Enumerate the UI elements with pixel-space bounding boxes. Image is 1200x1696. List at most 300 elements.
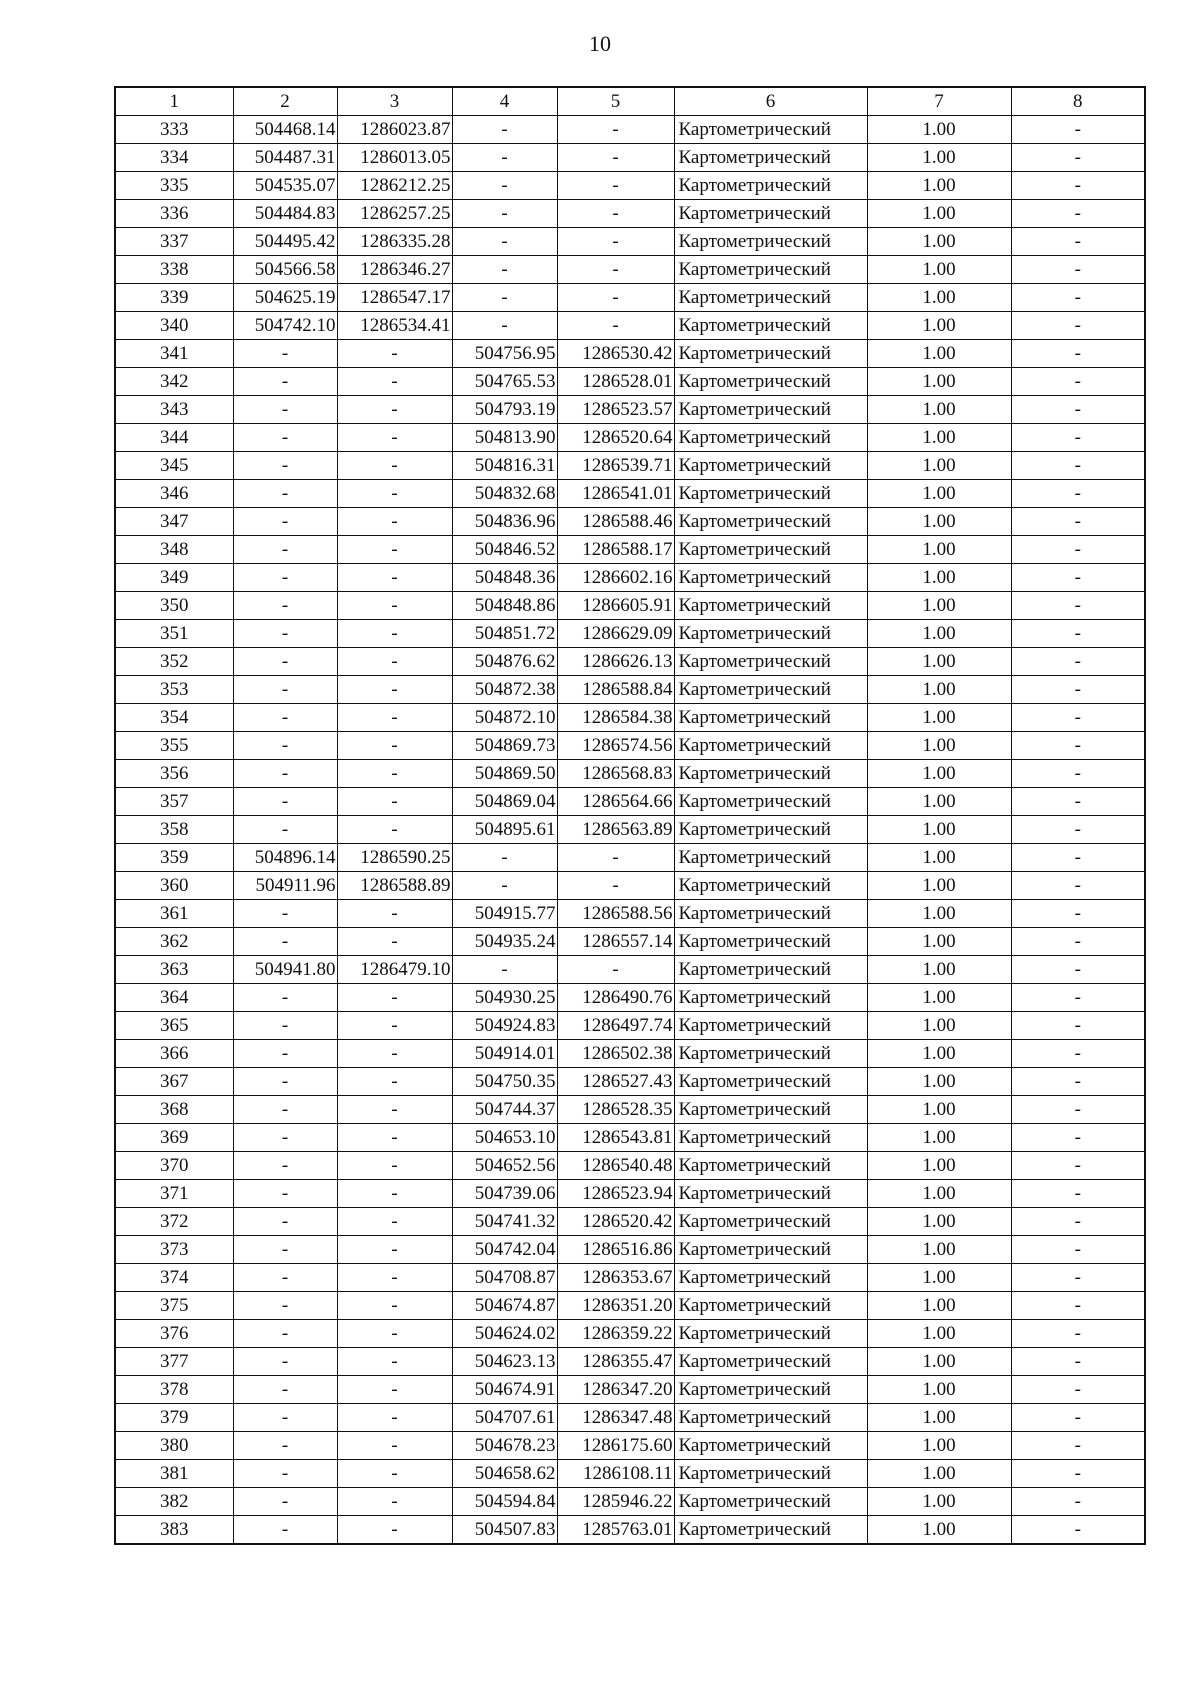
note-cell: - [1011, 928, 1145, 956]
x-cell: - [233, 1264, 337, 1292]
table-row [115, 732, 1145, 760]
point-number-cell: 334 [115, 144, 233, 172]
accuracy-cell: 1.00 [867, 172, 1011, 200]
point-number-cell: 351 [115, 620, 233, 648]
point-number-cell: 364 [115, 984, 233, 1012]
note-cell: - [1011, 984, 1145, 1012]
page-number: 10 [589, 31, 611, 56]
column-header: 3 [337, 87, 452, 116]
y-new-cell: 1286497.74 [557, 1012, 674, 1040]
point-number-cell: 350 [115, 592, 233, 620]
note-cell: - [1011, 1208, 1145, 1236]
point-number-cell: 338 [115, 256, 233, 284]
table-row [115, 1516, 1145, 1545]
note-cell: - [1011, 956, 1145, 984]
x-cell: 504941.80 [233, 956, 337, 984]
y-new-cell: - [557, 116, 674, 144]
accuracy-cell: 1.00 [867, 1292, 1011, 1320]
table-row [115, 284, 1145, 312]
y-cell: - [337, 760, 452, 788]
y-cell: 1286346.27 [337, 256, 452, 284]
note-cell: - [1011, 1460, 1145, 1488]
x-new-cell: 504674.87 [452, 1292, 557, 1320]
y-cell: 1286013.05 [337, 144, 452, 172]
note-cell: - [1011, 508, 1145, 536]
table-row [115, 1488, 1145, 1516]
note-cell: - [1011, 480, 1145, 508]
point-number-cell: 336 [115, 200, 233, 228]
x-cell: - [233, 1488, 337, 1516]
y-cell: - [337, 1124, 452, 1152]
method-cell: Картометрический [674, 1180, 867, 1208]
x-cell: - [233, 620, 337, 648]
x-cell: - [233, 816, 337, 844]
x-cell: 504742.10 [233, 312, 337, 340]
x-new-cell: 504624.02 [452, 1320, 557, 1348]
note-cell: - [1011, 1432, 1145, 1460]
table-row [115, 1012, 1145, 1040]
table-row [115, 900, 1145, 928]
x-new-cell: - [452, 256, 557, 284]
accuracy-cell: 1.00 [867, 1376, 1011, 1404]
y-new-cell: 1286520.64 [557, 424, 674, 452]
accuracy-cell: 1.00 [867, 452, 1011, 480]
y-cell: - [337, 1096, 452, 1124]
y-cell: - [337, 984, 452, 1012]
x-cell: 504535.07 [233, 172, 337, 200]
table-row [115, 1208, 1145, 1236]
method-cell: Картометрический [674, 256, 867, 284]
x-new-cell: 504895.61 [452, 816, 557, 844]
x-cell: - [233, 564, 337, 592]
y-new-cell: 1286353.67 [557, 1264, 674, 1292]
method-cell: Картометрический [674, 1208, 867, 1236]
table-row [115, 172, 1145, 200]
table-row [115, 1152, 1145, 1180]
accuracy-cell: 1.00 [867, 144, 1011, 172]
column-header: 6 [674, 87, 867, 116]
accuracy-cell: 1.00 [867, 536, 1011, 564]
y-new-cell: 1286528.01 [557, 368, 674, 396]
note-cell: - [1011, 676, 1145, 704]
point-number-cell: 356 [115, 760, 233, 788]
accuracy-cell: 1.00 [867, 1124, 1011, 1152]
x-new-cell: 504869.50 [452, 760, 557, 788]
table-row [115, 928, 1145, 956]
x-cell: - [233, 760, 337, 788]
x-cell: - [233, 536, 337, 564]
point-number-cell: 368 [115, 1096, 233, 1124]
x-cell: - [233, 676, 337, 704]
y-cell: - [337, 368, 452, 396]
table-body [115, 116, 1145, 1545]
table-row [115, 536, 1145, 564]
column-header: 4 [452, 87, 557, 116]
x-cell: 504495.42 [233, 228, 337, 256]
x-new-cell: - [452, 200, 557, 228]
method-cell: Картометрический [674, 452, 867, 480]
x-cell: - [233, 1180, 337, 1208]
accuracy-cell: 1.00 [867, 200, 1011, 228]
y-cell: - [337, 816, 452, 844]
note-cell: - [1011, 368, 1145, 396]
method-cell: Картометрический [674, 900, 867, 928]
method-cell: Картометрический [674, 1292, 867, 1320]
note-cell: - [1011, 1264, 1145, 1292]
method-cell: Картометрический [674, 1124, 867, 1152]
y-new-cell: 1285763.01 [557, 1516, 674, 1545]
note-cell: - [1011, 564, 1145, 592]
y-new-cell: - [557, 228, 674, 256]
accuracy-cell: 1.00 [867, 704, 1011, 732]
method-cell: Картометрический [674, 1432, 867, 1460]
point-number-cell: 344 [115, 424, 233, 452]
point-number-cell: 341 [115, 340, 233, 368]
x-new-cell: - [452, 144, 557, 172]
note-cell: - [1011, 144, 1145, 172]
accuracy-cell: 1.00 [867, 984, 1011, 1012]
table-row [115, 256, 1145, 284]
note-cell: - [1011, 900, 1145, 928]
point-number-cell: 383 [115, 1516, 233, 1545]
table-row [115, 956, 1145, 984]
table-row [115, 592, 1145, 620]
y-new-cell: 1286108.11 [557, 1460, 674, 1488]
point-number-cell: 370 [115, 1152, 233, 1180]
accuracy-cell: 1.00 [867, 900, 1011, 928]
accuracy-cell: 1.00 [867, 564, 1011, 592]
y-new-cell: 1286516.86 [557, 1236, 674, 1264]
point-number-cell: 340 [115, 312, 233, 340]
table-row [115, 1236, 1145, 1264]
y-new-cell: 1286502.38 [557, 1040, 674, 1068]
x-new-cell: 504707.61 [452, 1404, 557, 1432]
x-cell: - [233, 1292, 337, 1320]
accuracy-cell: 1.00 [867, 620, 1011, 648]
table-row [115, 480, 1145, 508]
y-cell: - [337, 676, 452, 704]
method-cell: Картометрический [674, 1096, 867, 1124]
method-cell: Картометрический [674, 1460, 867, 1488]
point-number-cell: 367 [115, 1068, 233, 1096]
method-cell: Картометрический [674, 788, 867, 816]
y-new-cell: 1286574.56 [557, 732, 674, 760]
method-cell: Картометрический [674, 368, 867, 396]
method-cell: Картометрический [674, 1236, 867, 1264]
note-cell: - [1011, 1096, 1145, 1124]
point-number-cell: 348 [115, 536, 233, 564]
note-cell: - [1011, 172, 1145, 200]
y-new-cell: 1286626.13 [557, 648, 674, 676]
note-cell: - [1011, 1152, 1145, 1180]
y-new-cell: 1286347.20 [557, 1376, 674, 1404]
method-cell: Картометрический [674, 396, 867, 424]
point-number-cell: 371 [115, 1180, 233, 1208]
method-cell: Картометрический [674, 872, 867, 900]
x-cell: - [233, 1404, 337, 1432]
y-cell: - [337, 536, 452, 564]
method-cell: Картометрический [674, 928, 867, 956]
table-row [115, 872, 1145, 900]
y-new-cell: 1286588.46 [557, 508, 674, 536]
y-cell: - [337, 648, 452, 676]
y-cell: 1286590.25 [337, 844, 452, 872]
y-cell: 1286534.41 [337, 312, 452, 340]
point-number-cell: 382 [115, 1488, 233, 1516]
point-number-cell: 375 [115, 1292, 233, 1320]
x-cell: - [233, 648, 337, 676]
y-new-cell: 1286568.83 [557, 760, 674, 788]
point-number-cell: 357 [115, 788, 233, 816]
x-cell: - [233, 424, 337, 452]
point-number-cell: 342 [115, 368, 233, 396]
x-new-cell: 504793.19 [452, 396, 557, 424]
y-cell: - [337, 452, 452, 480]
point-number-cell: 359 [115, 844, 233, 872]
point-number-cell: 372 [115, 1208, 233, 1236]
x-new-cell: 504851.72 [452, 620, 557, 648]
point-number-cell: 354 [115, 704, 233, 732]
point-number-cell: 355 [115, 732, 233, 760]
y-cell: 1286023.87 [337, 116, 452, 144]
note-cell: - [1011, 312, 1145, 340]
accuracy-cell: 1.00 [867, 788, 1011, 816]
table-row [115, 424, 1145, 452]
x-new-cell: - [452, 172, 557, 200]
method-cell: Картометрический [674, 1348, 867, 1376]
x-cell: - [233, 1376, 337, 1404]
method-cell: Картометрический [674, 984, 867, 1012]
y-cell: - [337, 732, 452, 760]
x-new-cell: - [452, 312, 557, 340]
note-cell: - [1011, 200, 1145, 228]
point-number-cell: 333 [115, 116, 233, 144]
method-cell: Картометрический [674, 312, 867, 340]
column-header: 8 [1011, 87, 1145, 116]
accuracy-cell: 1.00 [867, 1180, 1011, 1208]
accuracy-cell: 1.00 [867, 256, 1011, 284]
y-new-cell: 1286543.81 [557, 1124, 674, 1152]
note-cell: - [1011, 1488, 1145, 1516]
y-cell: - [337, 1404, 452, 1432]
table-row [115, 1348, 1145, 1376]
x-new-cell: - [452, 872, 557, 900]
note-cell: - [1011, 1180, 1145, 1208]
y-new-cell: 1286539.71 [557, 452, 674, 480]
x-new-cell: 504869.73 [452, 732, 557, 760]
x-cell: - [233, 1432, 337, 1460]
y-cell: - [337, 1236, 452, 1264]
y-cell: - [337, 620, 452, 648]
accuracy-cell: 1.00 [867, 116, 1011, 144]
accuracy-cell: 1.00 [867, 872, 1011, 900]
y-new-cell: 1286605.91 [557, 592, 674, 620]
x-cell: - [233, 1096, 337, 1124]
x-new-cell: 504708.87 [452, 1264, 557, 1292]
accuracy-cell: 1.00 [867, 732, 1011, 760]
x-cell: - [233, 368, 337, 396]
table-row [115, 1124, 1145, 1152]
x-new-cell: 504623.13 [452, 1348, 557, 1376]
note-cell: - [1011, 1068, 1145, 1096]
y-new-cell: 1286588.56 [557, 900, 674, 928]
x-new-cell: 504869.04 [452, 788, 557, 816]
y-new-cell: - [557, 872, 674, 900]
point-number-cell: 362 [115, 928, 233, 956]
y-cell: - [337, 1040, 452, 1068]
method-cell: Картометрический [674, 1012, 867, 1040]
column-header: 5 [557, 87, 674, 116]
x-cell: - [233, 732, 337, 760]
x-new-cell: 504816.31 [452, 452, 557, 480]
x-new-cell: 504744.37 [452, 1096, 557, 1124]
y-cell: - [337, 592, 452, 620]
x-cell: 504625.19 [233, 284, 337, 312]
y-new-cell: 1286520.42 [557, 1208, 674, 1236]
y-cell: 1286479.10 [337, 956, 452, 984]
y-cell: - [337, 424, 452, 452]
x-new-cell: - [452, 228, 557, 256]
accuracy-cell: 1.00 [867, 816, 1011, 844]
note-cell: - [1011, 704, 1145, 732]
x-cell: - [233, 1152, 337, 1180]
x-cell: - [233, 788, 337, 816]
method-cell: Картометрический [674, 1376, 867, 1404]
y-new-cell: 1286527.43 [557, 1068, 674, 1096]
x-new-cell: - [452, 116, 557, 144]
y-cell: - [337, 564, 452, 592]
x-new-cell: 504848.36 [452, 564, 557, 592]
table-row [115, 1068, 1145, 1096]
method-cell: Картометрический [674, 1264, 867, 1292]
method-cell: Картометрический [674, 116, 867, 144]
note-cell: - [1011, 844, 1145, 872]
x-new-cell: - [452, 956, 557, 984]
table-row [115, 340, 1145, 368]
y-new-cell: 1286564.66 [557, 788, 674, 816]
table-row [115, 816, 1145, 844]
y-cell: 1286547.17 [337, 284, 452, 312]
x-cell: 504896.14 [233, 844, 337, 872]
x-new-cell: 504924.83 [452, 1012, 557, 1040]
point-number-cell: 381 [115, 1460, 233, 1488]
method-cell: Картометрический [674, 648, 867, 676]
method-cell: Картометрический [674, 480, 867, 508]
point-number-cell: 376 [115, 1320, 233, 1348]
point-number-cell: 380 [115, 1432, 233, 1460]
x-cell: - [233, 1012, 337, 1040]
x-cell: - [233, 1208, 337, 1236]
y-new-cell: - [557, 844, 674, 872]
table-row [115, 760, 1145, 788]
table-header-row [115, 87, 1145, 116]
method-cell: Картометрический [674, 592, 867, 620]
table-row [115, 564, 1145, 592]
table-row [115, 620, 1145, 648]
accuracy-cell: 1.00 [867, 1152, 1011, 1180]
accuracy-cell: 1.00 [867, 1488, 1011, 1516]
table-row [115, 1180, 1145, 1208]
note-cell: - [1011, 1348, 1145, 1376]
y-cell: - [337, 1264, 452, 1292]
x-new-cell: 504739.06 [452, 1180, 557, 1208]
method-cell: Картометрический [674, 1152, 867, 1180]
x-cell: - [233, 704, 337, 732]
y-cell: - [337, 1348, 452, 1376]
x-new-cell: 504594.84 [452, 1488, 557, 1516]
method-cell: Картометрический [674, 144, 867, 172]
y-new-cell: - [557, 284, 674, 312]
method-cell: Картометрический [674, 1068, 867, 1096]
x-cell: - [233, 480, 337, 508]
y-cell: - [337, 1460, 452, 1488]
y-cell: - [337, 788, 452, 816]
y-cell: - [337, 928, 452, 956]
accuracy-cell: 1.00 [867, 1348, 1011, 1376]
method-cell: Картометрический [674, 844, 867, 872]
note-cell: - [1011, 1376, 1145, 1404]
table-row [115, 1264, 1145, 1292]
y-cell: - [337, 1320, 452, 1348]
y-new-cell: 1286175.60 [557, 1432, 674, 1460]
method-cell: Картометрический [674, 732, 867, 760]
accuracy-cell: 1.00 [867, 1068, 1011, 1096]
y-new-cell: 1286528.35 [557, 1096, 674, 1124]
point-number-cell: 363 [115, 956, 233, 984]
x-new-cell: 504658.62 [452, 1460, 557, 1488]
y-cell: - [337, 508, 452, 536]
method-cell: Картометрический [674, 760, 867, 788]
point-number-cell: 379 [115, 1404, 233, 1432]
table-row [115, 984, 1145, 1012]
note-cell: - [1011, 1236, 1145, 1264]
note-cell: - [1011, 1124, 1145, 1152]
y-cell: - [337, 340, 452, 368]
y-new-cell: 1286541.01 [557, 480, 674, 508]
y-new-cell: 1286359.22 [557, 1320, 674, 1348]
table-row [115, 396, 1145, 424]
accuracy-cell: 1.00 [867, 956, 1011, 984]
x-new-cell: 504756.95 [452, 340, 557, 368]
x-new-cell: 504742.04 [452, 1236, 557, 1264]
method-cell: Картометрический [674, 956, 867, 984]
y-cell: - [337, 1432, 452, 1460]
point-number-cell: 343 [115, 396, 233, 424]
y-cell: - [337, 1012, 452, 1040]
x-new-cell: 504813.90 [452, 424, 557, 452]
point-number-cell: 345 [115, 452, 233, 480]
note-cell: - [1011, 760, 1145, 788]
accuracy-cell: 1.00 [867, 1460, 1011, 1488]
y-new-cell: 1286588.17 [557, 536, 674, 564]
note-cell: - [1011, 256, 1145, 284]
table-row [115, 144, 1145, 172]
method-cell: Картометрический [674, 228, 867, 256]
x-new-cell: - [452, 284, 557, 312]
x-cell: - [233, 508, 337, 536]
point-number-cell: 346 [115, 480, 233, 508]
table-row [115, 1320, 1145, 1348]
x-cell: - [233, 396, 337, 424]
x-new-cell: 504741.32 [452, 1208, 557, 1236]
y-cell: - [337, 396, 452, 424]
x-cell: - [233, 984, 337, 1012]
point-number-cell: 366 [115, 1040, 233, 1068]
note-cell: - [1011, 816, 1145, 844]
y-cell: - [337, 1152, 452, 1180]
table-row [115, 508, 1145, 536]
x-new-cell: 504653.10 [452, 1124, 557, 1152]
